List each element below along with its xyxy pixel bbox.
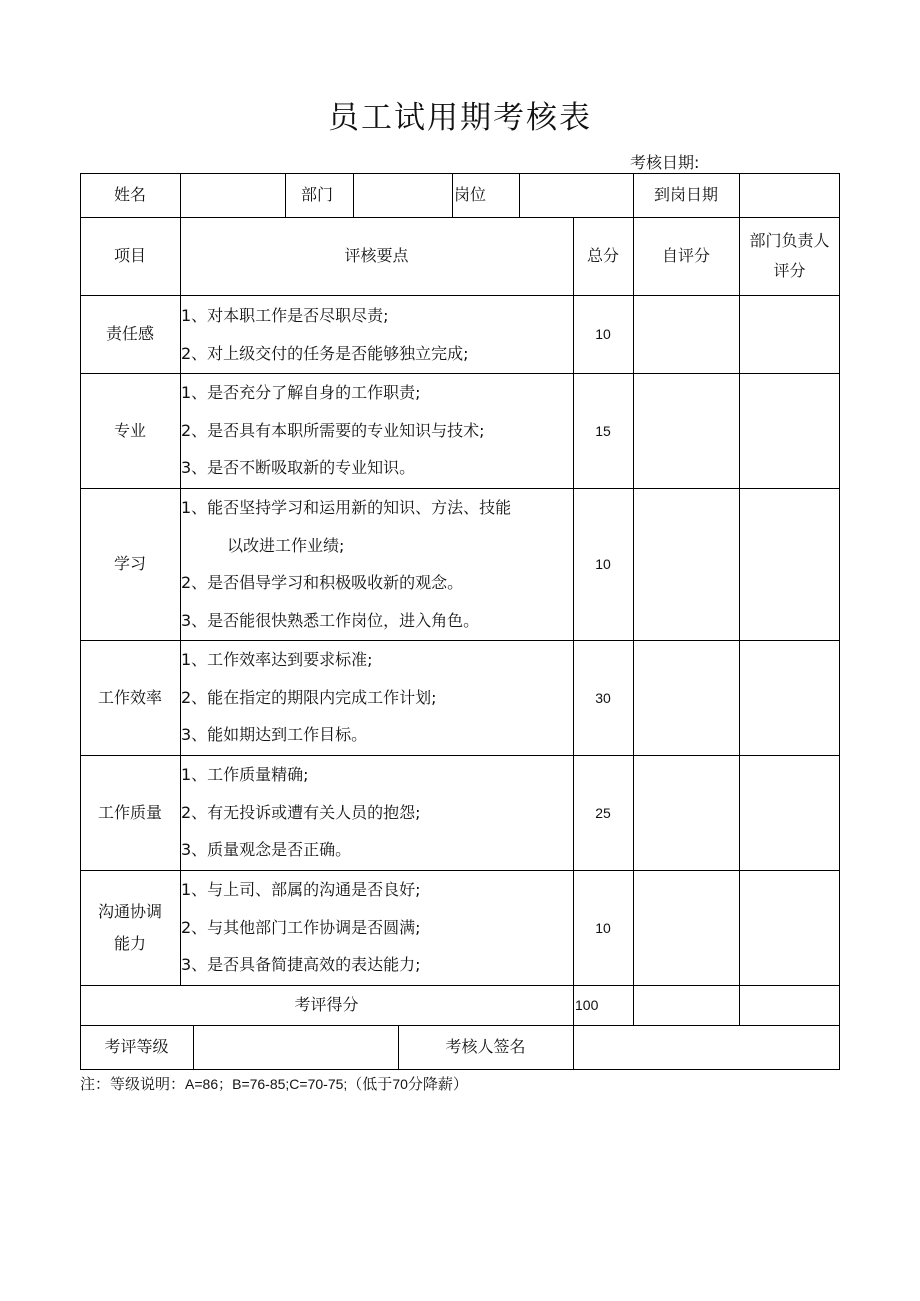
row-item-professional: 专业 — [113, 420, 146, 440]
point-line: 2、对上级交付的任务是否能够独立完成; — [181, 343, 469, 363]
start-date-label: 到岗日期 — [653, 185, 718, 204]
header-manager-score-line1: 部门负责人 — [749, 231, 830, 250]
self-score-field[interactable] — [634, 296, 739, 373]
point-line: 3、是否不断吸取新的专业知识。 — [181, 458, 416, 478]
appraisal-table — [80, 173, 840, 1069]
grade-value-field[interactable] — [194, 1026, 398, 1069]
manager-score-field[interactable] — [740, 871, 839, 985]
self-score-field[interactable] — [634, 489, 739, 640]
row-points-communication — [181, 871, 573, 984]
self-score-field[interactable] — [634, 871, 739, 985]
point-line: 3、能如期达到工作目标。 — [181, 725, 368, 745]
score-total: 100 — [575, 997, 599, 1013]
score-label: 考评得分 — [294, 995, 359, 1014]
note-prefix: 注：等级说明： — [80, 1075, 186, 1093]
point-line: 1、与上司、部属的沟通是否良好; — [181, 880, 421, 899]
point-line: 2、是否具有本职所需要的专业知识与技术; — [181, 420, 485, 440]
header-item: 项目 — [113, 246, 146, 265]
row-item-quality: 工作质量 — [97, 802, 162, 822]
signer-label: 考核人签名 — [445, 1037, 526, 1056]
point-line: 1、是否充分了解自身的工作职责; — [181, 383, 421, 402]
header-total: 总分 — [586, 246, 619, 265]
row-total-responsibility: 10 — [595, 326, 611, 342]
start-date-value-field[interactable] — [740, 174, 839, 217]
row-points-quality — [181, 756, 573, 869]
point-line: 3、是否能很快熟悉工作岗位，进入角色。 — [181, 611, 480, 631]
point-line: 以改进工作业绩; — [227, 535, 345, 555]
header-key-points: 评核要点 — [344, 246, 409, 265]
note-suffix-open: （低于 — [347, 1075, 393, 1093]
point-line: 1、工作效率达到要求标准; — [181, 650, 373, 669]
self-score-sum-field[interactable] — [634, 986, 739, 1025]
header-manager-score-line2: 评分 — [773, 261, 806, 280]
manager-score-field[interactable] — [740, 374, 839, 488]
point-line: 1、工作质量精确; — [181, 765, 309, 784]
grade-note — [80, 1073, 468, 1094]
name-value-field[interactable] — [181, 174, 285, 217]
point-line: 2、是否倡导学习和积极吸收新的观念。 — [181, 573, 464, 593]
row-total-professional: 15 — [595, 422, 611, 439]
row-points-professional — [181, 374, 573, 487]
position-label: 岗位 — [454, 185, 487, 204]
position-value-field[interactable] — [520, 174, 633, 217]
point-line: 2、与其他部门工作协调是否圆满; — [181, 917, 421, 937]
manager-score-field[interactable] — [740, 756, 839, 870]
row-item-communication-line2: 能力 — [113, 933, 146, 953]
row-points-responsibility — [181, 297, 573, 372]
row-total-learning: 10 — [595, 556, 611, 572]
row-total-efficiency: 30 — [595, 689, 611, 706]
note-grades: A=86；B=76-85;C=70-75; — [185, 1076, 348, 1092]
row-item-communication — [80, 870, 180, 985]
dept-value-field[interactable] — [354, 174, 452, 217]
point-line: 2、有无投诉或遭有关人员的抱怨; — [181, 802, 421, 822]
point-line: 1、能否坚持学习和运用新的知识、方法、技能 — [181, 498, 512, 517]
point-line: 3、质量观念是否正确。 — [181, 840, 352, 860]
page-title: 员工试用期考核表 — [328, 100, 592, 136]
point-line: 1、对本职工作是否尽职尽责; — [181, 306, 389, 325]
row-points-learning — [181, 489, 573, 640]
row-points-efficiency — [181, 641, 573, 754]
row-item-responsibility: 责任感 — [105, 324, 154, 343]
header-self-score: 自评分 — [661, 246, 710, 265]
manager-score-field[interactable] — [740, 641, 839, 755]
note-threshold: 70 — [392, 1076, 408, 1092]
name-label: 姓名 — [113, 185, 146, 204]
signer-value-field[interactable] — [574, 1026, 839, 1069]
manager-score-field[interactable] — [740, 296, 839, 373]
row-total-quality: 25 — [595, 804, 611, 821]
dept-label: 部门 — [301, 185, 334, 204]
row-item-communication-line1: 沟通协调 — [97, 901, 162, 921]
row-item-efficiency: 工作效率 — [97, 687, 162, 707]
manager-score-sum-field[interactable] — [740, 986, 839, 1025]
exam-date-label: 考核日期: — [630, 153, 700, 172]
point-line: 3、是否具备简捷高效的表达能力; — [181, 955, 421, 975]
header-manager-score — [739, 217, 840, 295]
self-score-field[interactable] — [634, 374, 739, 488]
row-total-communication: 10 — [595, 919, 611, 936]
grade-label: 考评等级 — [104, 1037, 169, 1056]
self-score-field[interactable] — [634, 756, 739, 870]
self-score-field[interactable] — [634, 641, 739, 755]
note-suffix-close: 分降薪） — [407, 1075, 468, 1093]
row-item-learning: 学习 — [113, 554, 146, 573]
manager-score-field[interactable] — [740, 489, 839, 640]
point-line: 2、能在指定的期限内完成工作计划; — [181, 687, 437, 707]
